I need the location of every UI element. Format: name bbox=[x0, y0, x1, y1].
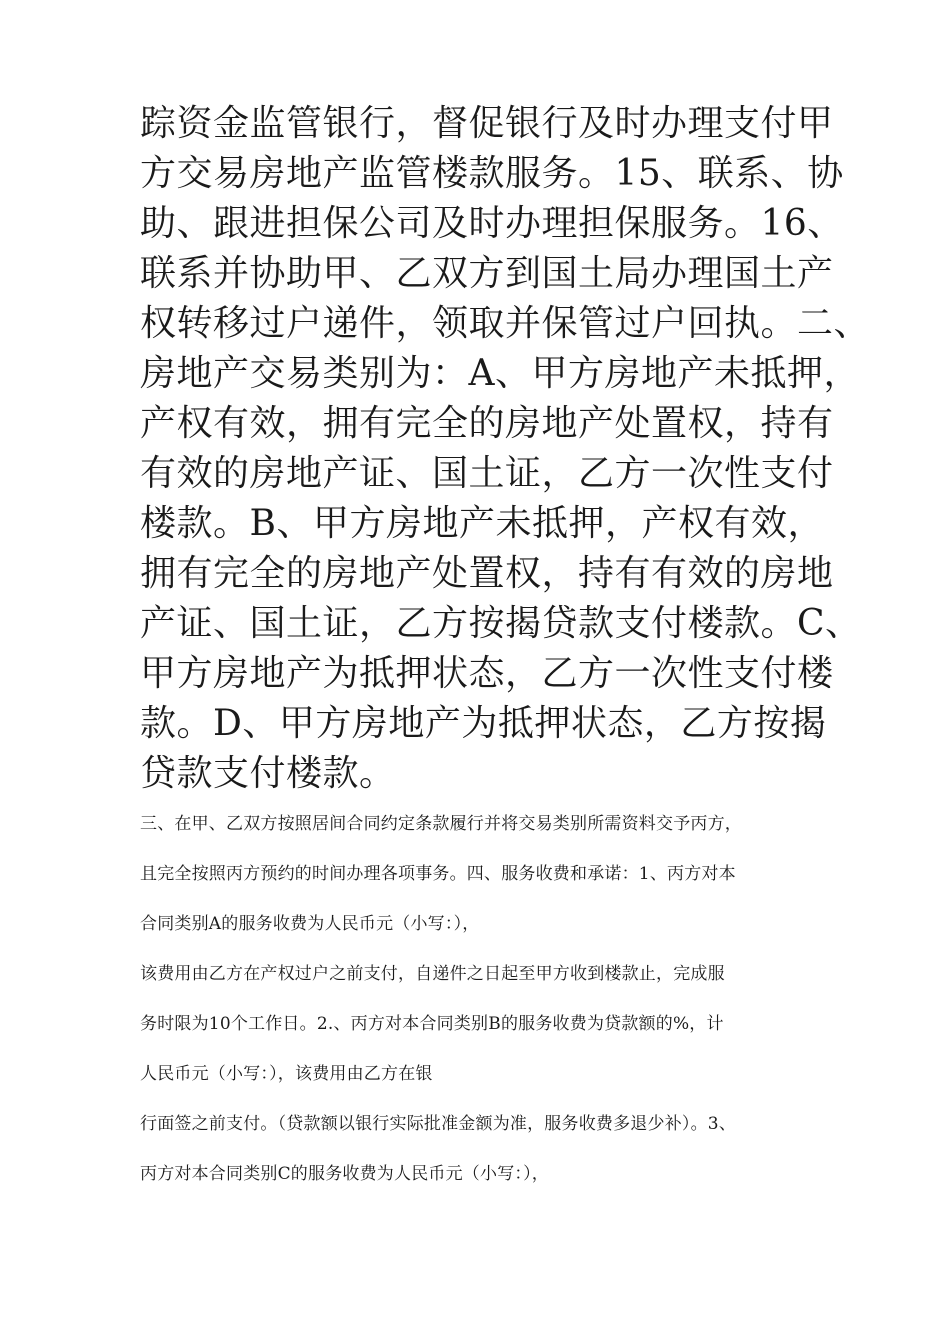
paragraph-line-large: 踪资金监管银行，督促银行及时办理支付甲 bbox=[140, 103, 834, 144]
paragraph-line-large: 甲方房地产为抵押状态，乙方一次性支付楼 bbox=[140, 653, 834, 694]
paragraph-line-large: 贷款支付楼款。 bbox=[140, 753, 396, 794]
paragraph-line-small: 该费用由乙方在产权过户之前支付，自递件之日起至甲方收到楼款止，完成服 bbox=[140, 964, 725, 984]
paragraph-line-large: 产证、国土证，乙方按揭贷款支付楼款。C、 bbox=[140, 603, 862, 644]
paragraph-line-large: 楼款。B、甲方房地产未抵押，产权有效， bbox=[140, 503, 824, 544]
paragraph-line-large: 房地产交易类别为：A、甲方房地产未抵押， bbox=[140, 353, 860, 394]
paragraph-line-large: 产权有效，拥有完全的房地产处置权，持有 bbox=[140, 403, 834, 444]
paragraph-line-large: 款。D、甲方房地产为抵押状态，乙方按揭 bbox=[140, 703, 827, 744]
paragraph-line-large: 方交易房地产监管楼款服务。15、联系、协 bbox=[140, 153, 844, 194]
paragraph-line-large: 联系并协助甲、乙双方到国土局办理国土产 bbox=[140, 253, 834, 294]
paragraph-line-small: 且完全按照丙方预约的时间办理各项事务。四、服务收费和承诺：1、丙方对本 bbox=[140, 864, 736, 884]
paragraph-line-small: 三、在甲、乙双方按照居间合同约定条款履行并将交易类别所需资料交予丙方， bbox=[140, 814, 742, 834]
paragraph-line-large: 拥有完全的房地产处置权，持有有效的房地 bbox=[140, 553, 834, 594]
paragraph-line-small: 务时限为10个工作日。2.、丙方对本合同类别B的服务收费为贷款额的%，计 bbox=[140, 1014, 724, 1034]
paragraph-line-small: 丙方对本合同类别C的服务收费为人民币元（小写：）， bbox=[140, 1164, 550, 1184]
paragraph-line-small: 合同类别A的服务收费为人民币元（小写：）， bbox=[140, 914, 480, 934]
paragraph-line-small: 行面签之前支付。（贷款额以银行实际批准金额为准，服务收费多退少补）。3、 bbox=[140, 1114, 737, 1134]
paragraph-line-large: 助、跟进担保公司及时办理担保服务。16、 bbox=[140, 203, 844, 244]
paragraph-line-large: 有效的房地产证、国土证，乙方一次性支付 bbox=[140, 453, 834, 494]
paragraph-line-small: 人民币元（小写：），该费用由乙方在银 bbox=[140, 1064, 433, 1084]
paragraph-line-large: 权转移过户递件，领取并保管过户回执。二、 bbox=[140, 303, 871, 344]
